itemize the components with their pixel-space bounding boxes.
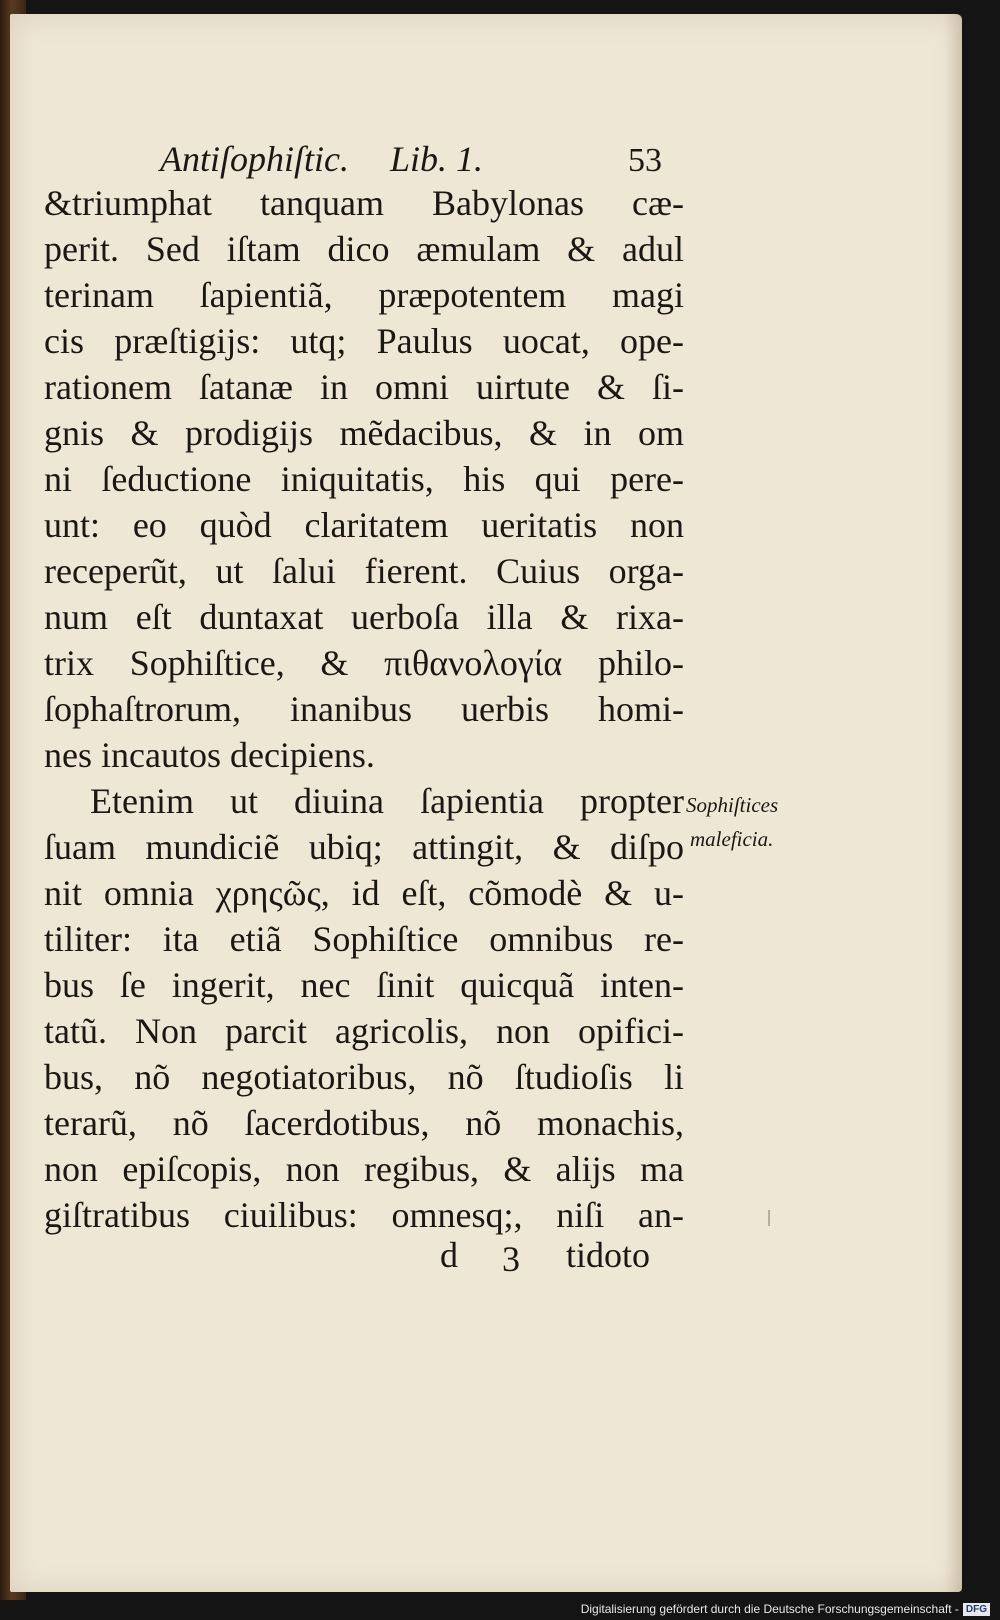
text-line: nes incautos decipiens. [44, 735, 375, 775]
text-line: terinam ſapientiã, præpotentem magi [44, 275, 684, 315]
digitization-credit [581, 1600, 990, 1618]
running-head-title: Antiſophiſtic. [160, 139, 349, 179]
text-line: trix Sophiſtice, & πιθανολογία philo- [44, 643, 684, 683]
text-line: unt: eo quòd claritatem ueritatis non [44, 505, 684, 545]
marginal-note-line: Sophiſtices [686, 793, 779, 817]
catchline [440, 1234, 672, 1280]
text-line: ſuam mundiciẽ ubiq; attingit, & diſpo [44, 827, 684, 867]
dfg-logo: DFG [963, 1603, 990, 1616]
text-line: num eſt duntaxat uerboſa illa & rixa- [44, 597, 684, 637]
text-line: receperũt, ut ſalui fierent. Cuius orga- [44, 551, 684, 591]
text-line: bus ſe ingerit, nec ſinit quicquã inten- [44, 965, 684, 1005]
text-line: cis præſtigijs: utq; Paulus uocat, ope- [44, 321, 684, 361]
page-edge-shadow [944, 14, 962, 1592]
marginal-note-line: maleficia. [690, 827, 774, 851]
signature-number: 3 [502, 1239, 520, 1279]
text-line: terarũ, nõ ſacerdotibus, nõ monachis, [44, 1103, 684, 1143]
catchword: tidoto [566, 1235, 651, 1275]
marginal-note [686, 788, 836, 856]
text-line: giſtratibus ciuilibus: omnesq;, niſi an- [44, 1195, 684, 1235]
text-line: nit omnia χρηςῶς, id eſt, cõmodè & u- [44, 873, 684, 913]
main-text-block [44, 180, 684, 1238]
text-line: ſophaſtrorum, inanibus uerbis homi- [44, 689, 684, 729]
signature-letter: d [440, 1235, 458, 1275]
running-head-book: Lib. 1. [390, 139, 484, 179]
text-line: &triumphat tanquam Babylonas cæ- [44, 183, 684, 223]
text-line: bus, nõ negotiatoribus, nõ ſtudioſis li [44, 1057, 684, 1097]
text-line: tatũ. Non parcit agricolis, non opifici- [44, 1011, 684, 1051]
paper-mark [768, 1210, 770, 1226]
text-line: perit. Sed iſtam dico æmulam & adul [44, 229, 684, 269]
folio-number: 53 [628, 142, 662, 179]
text-line: ni ſeductione iniquitatis, his qui pere- [44, 459, 684, 499]
text-line: gnis & prodigijs mẽdacibus, & in om [44, 413, 684, 453]
credit-text: Digitalisierung gefördert durch die Deutsche Forschungsgemeinschaft - [580, 1602, 959, 1616]
text-line: rationem ſatanæ in omni uirtute & ſi- [44, 367, 684, 407]
text-line: non epiſcopis, non regibus, & alijs ma [44, 1149, 684, 1189]
text-line: tiliter: ita etiã Sophiſtice omnibus re- [44, 919, 684, 959]
text-line-paragraph-start: Etenim ut diuina ſapientia propter [90, 781, 684, 821]
